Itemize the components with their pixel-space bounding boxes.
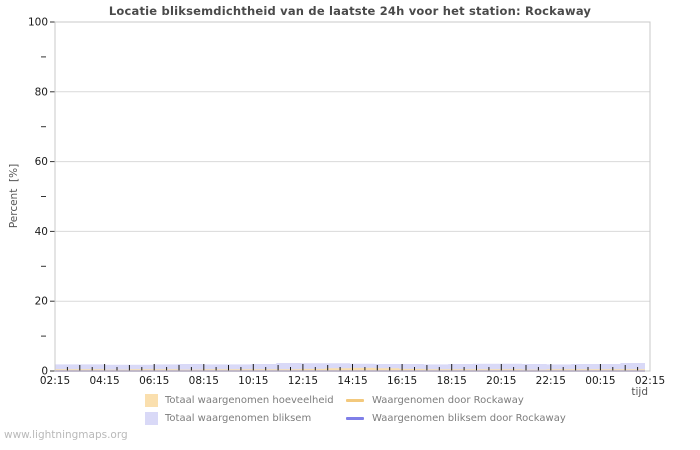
legend-box-swatch bbox=[145, 412, 158, 425]
x-axis-title: tijd bbox=[631, 386, 648, 398]
svg-text:10:15: 10:15 bbox=[238, 375, 269, 387]
watermark: www.lightningmaps.org bbox=[4, 429, 128, 441]
svg-text:18:15: 18:15 bbox=[436, 375, 467, 387]
svg-text:02:15: 02:15 bbox=[39, 375, 71, 387]
legend-line-swatch bbox=[346, 399, 364, 402]
svg-text:60: 60 bbox=[34, 156, 48, 169]
svg-text:20:15: 20:15 bbox=[486, 375, 517, 387]
legend-line-swatch bbox=[346, 417, 364, 420]
svg-text:16:15: 16:15 bbox=[386, 375, 418, 387]
svg-text:100: 100 bbox=[27, 16, 48, 29]
svg-text:12:15: 12:15 bbox=[287, 375, 319, 387]
legend-label: Totaal waargenomen hoeveelheid bbox=[165, 394, 334, 406]
svg-text:14:15: 14:15 bbox=[337, 375, 368, 387]
svg-text:22:15: 22:15 bbox=[535, 375, 566, 387]
legend-label: Totaal waargenomen bliksem bbox=[165, 412, 312, 424]
svg-text:04:15: 04:15 bbox=[89, 375, 120, 387]
svg-text:02:15: 02:15 bbox=[634, 375, 666, 387]
svg-text:08:15: 08:15 bbox=[188, 375, 219, 387]
svg-text:80: 80 bbox=[34, 86, 48, 99]
y-axis-title: Percent [%] bbox=[8, 163, 20, 229]
svg-text:0: 0 bbox=[41, 365, 48, 378]
legend-label: Waargenomen door Rockaway bbox=[372, 394, 524, 406]
legend-box-swatch bbox=[145, 394, 158, 407]
chart-title: Locatie bliksemdichtheid van de laatste 24h voor het station: Rockaway bbox=[108, 4, 592, 18]
legend-item bbox=[145, 412, 346, 425]
legend-item bbox=[346, 413, 566, 424]
svg-text:20: 20 bbox=[34, 295, 48, 308]
legend-label: Waargenomen bliksem door Rockaway bbox=[372, 412, 566, 424]
legend-item bbox=[145, 394, 346, 407]
legend-item bbox=[346, 395, 566, 406]
svg-text:00:15: 00:15 bbox=[585, 375, 616, 387]
svg-text:40: 40 bbox=[34, 225, 48, 238]
legend bbox=[145, 391, 566, 427]
svg-text:06:15: 06:15 bbox=[139, 375, 170, 387]
